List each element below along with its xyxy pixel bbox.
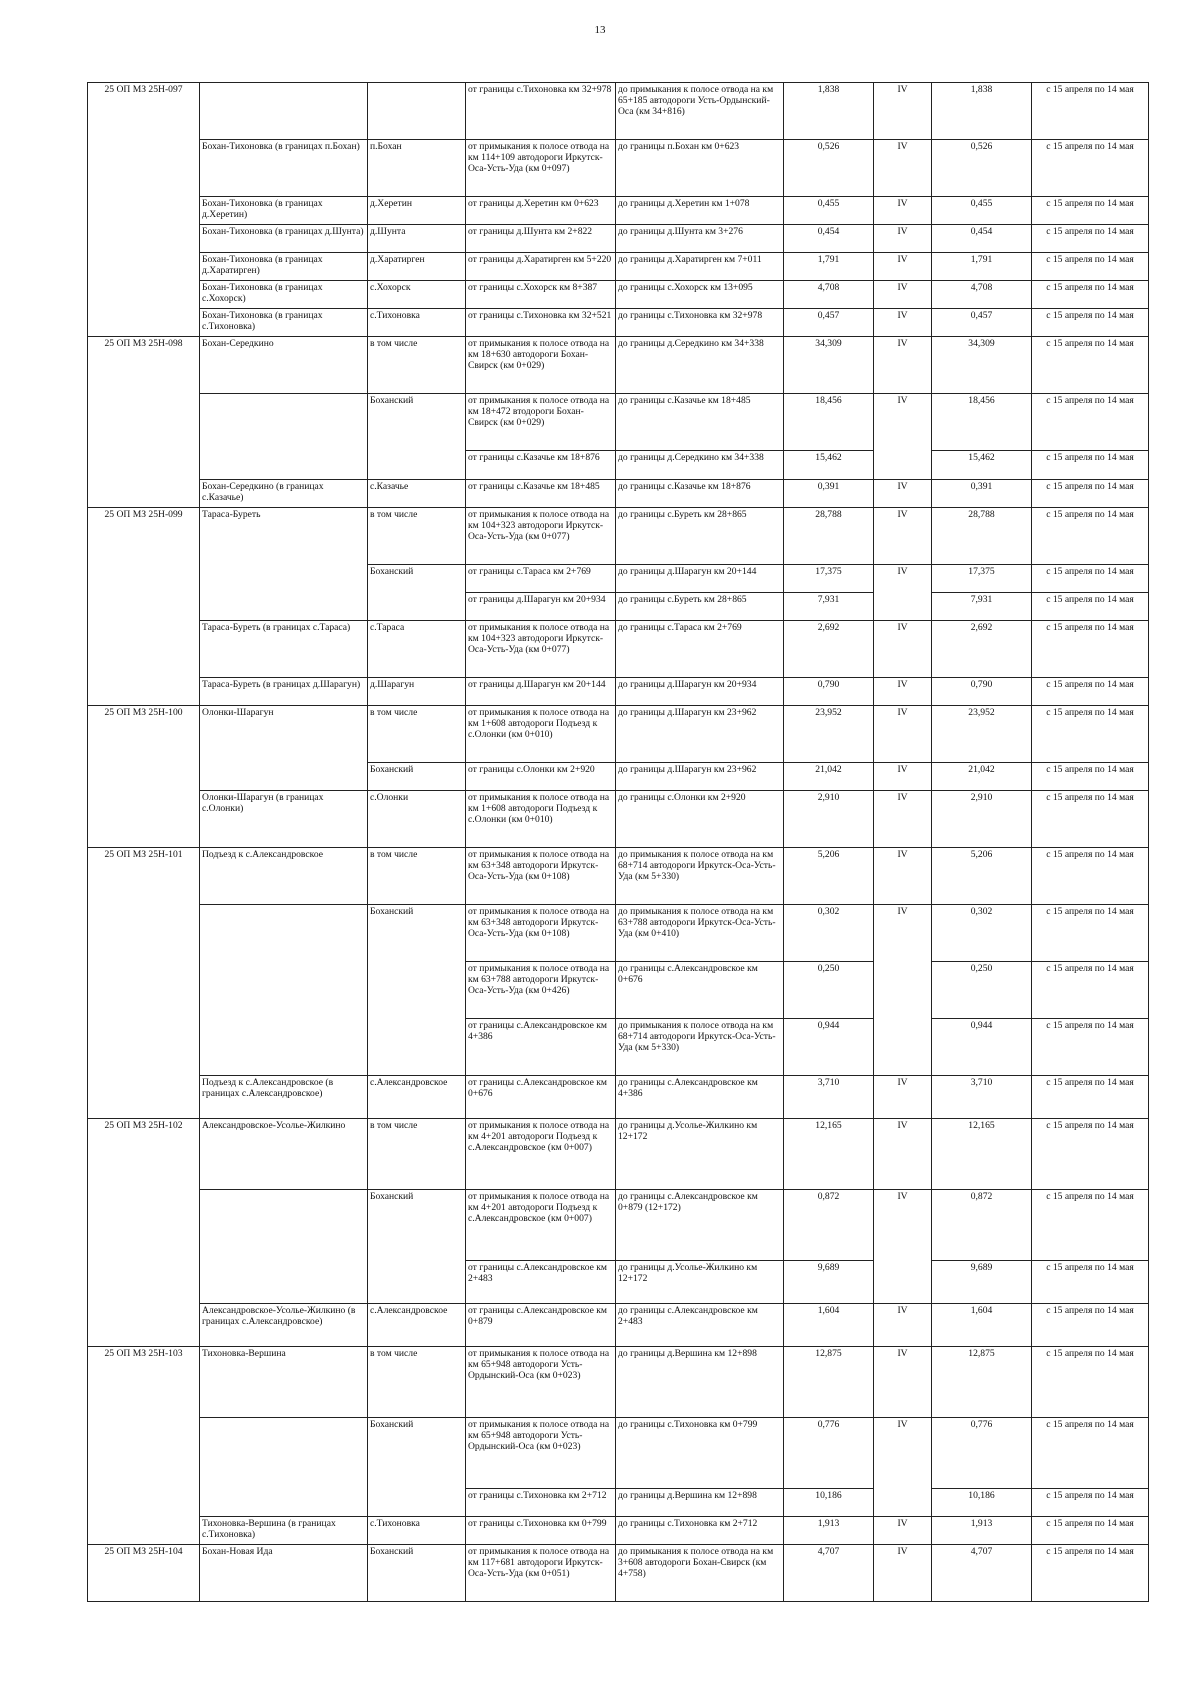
road-name: Бохан-Тихоновка (в границах с.Хохорск) (200, 281, 368, 309)
table-row (88, 1418, 1149, 1489)
district: с.Тихоновка (368, 1517, 466, 1545)
table-row (88, 905, 1149, 962)
length: 1,838 (784, 83, 874, 140)
table-row (88, 706, 1149, 763)
road-name: Бохан-Тихоновка (в границах д.Харатирген) (200, 253, 368, 281)
restriction-period: с 15 апреля по 14 мая (1032, 508, 1149, 565)
district: Боханский (368, 565, 466, 621)
restriction-period: с 15 апреля по 14 мая (1032, 1076, 1149, 1119)
restricted-length: 2,910 (932, 791, 1032, 848)
district: Боханский (368, 1190, 466, 1304)
from-point: от границы с.Александровское км 2+483 (466, 1261, 616, 1304)
road-name: Александровское-Усолье-Жилкино (в границах с.Александровское) (200, 1304, 368, 1347)
from-point: от границы с.Тараса км 2+769 (466, 565, 616, 593)
from-point: от примыкания к полосе отвода на км 1+608 автодороги Подъезд к с.Олонки (км 0+010) (466, 791, 616, 848)
to-point: до границы д.Шарагун км 23+962 (616, 706, 784, 763)
restriction-period: с 15 апреля по 14 мая (1032, 1489, 1149, 1517)
length: 17,375 (784, 565, 874, 593)
restriction-period: с 15 апреля по 14 мая (1032, 281, 1149, 309)
road-name: Бохан-Середкино (200, 337, 368, 394)
from-point: от границы с.Александровское км 0+879 (466, 1304, 616, 1347)
restricted-length: 34,309 (932, 337, 1032, 394)
restricted-length: 0,454 (932, 225, 1032, 253)
category: IV (874, 678, 932, 706)
restriction-period: с 15 апреля по 14 мая (1032, 962, 1149, 1019)
restriction-period: с 15 апреля по 14 мая (1032, 1347, 1149, 1418)
road-code: 25 ОП МЗ 25Н-103 (88, 1347, 200, 1545)
table-row (88, 1517, 1149, 1545)
category: IV (874, 1190, 932, 1304)
from-point: от примыкания к полосе отвода на км 117+681 автодороги Иркутск-Оса-Усть-Уда (км 0+051) (466, 1545, 616, 1602)
from-point: от границы с.Тихоновка км 0+799 (466, 1517, 616, 1545)
district: Боханский (368, 394, 466, 480)
from-point: от примыкания к полосе отвода на км 63+348 автодороги Иркутск-Оса-Усть-Уда (км 0+108) (466, 848, 616, 905)
to-point: до границы с.Буреть км 28+865 (616, 593, 784, 621)
to-point: до границы с.Казачье км 18+876 (616, 480, 784, 508)
to-point: до границы с.Тараса км 2+769 (616, 621, 784, 678)
to-point: до границы с.Казачье км 18+485 (616, 394, 784, 451)
category: IV (874, 83, 932, 140)
from-point: от границы с.Александровское км 0+676 (466, 1076, 616, 1119)
length: 34,309 (784, 337, 874, 394)
length: 28,788 (784, 508, 874, 565)
to-point: до границы п.Бохан км 0+623 (616, 140, 784, 197)
from-point: от примыкания к полосе отвода на км 1+608 автодороги Подъезд к с.Олонки (км 0+010) (466, 706, 616, 763)
restriction-period: с 15 апреля по 14 мая (1032, 480, 1149, 508)
district: в том числе (368, 706, 466, 763)
to-point: до границы д.Середкино км 34+338 (616, 337, 784, 394)
road-name: Бохан-Тихоновка (в границах д.Херетин) (200, 197, 368, 225)
length: 0,526 (784, 140, 874, 197)
from-point: от границы с.Тихоновка км 2+712 (466, 1489, 616, 1517)
district: с.Тараса (368, 621, 466, 678)
from-point: от границы с.Тихоновка км 32+521 (466, 309, 616, 337)
road-code: 25 ОП МЗ 25Н-099 (88, 508, 200, 706)
restricted-length: 12,165 (932, 1119, 1032, 1190)
district: Боханский (368, 1545, 466, 1602)
length: 4,707 (784, 1545, 874, 1602)
road-name: Тараса-Буреть (200, 508, 368, 621)
from-point: от границы д.Харатирген км 5+220 (466, 253, 616, 281)
district: с.Казачье (368, 480, 466, 508)
restricted-length: 18,456 (932, 394, 1032, 451)
restriction-period: с 15 апреля по 14 мая (1032, 1545, 1149, 1602)
district: с.Тихоновка (368, 309, 466, 337)
road-code: 25 ОП МЗ 25Н-104 (88, 1545, 200, 1602)
district: д.Шунта (368, 225, 466, 253)
restriction-period: с 15 апреля по 14 мая (1032, 1418, 1149, 1489)
to-point: до примыкания к полосе отвода на км 65+185 автодороги Усть-Ордынский-Оса (км 34+816) (616, 83, 784, 140)
restriction-period: с 15 апреля по 14 мая (1032, 140, 1149, 197)
district: с.Александровское (368, 1076, 466, 1119)
category: IV (874, 281, 932, 309)
length: 18,456 (784, 394, 874, 451)
district: с.Александровское (368, 1304, 466, 1347)
category: IV (874, 763, 932, 791)
table-row (88, 1190, 1149, 1261)
restriction-period: с 15 апреля по 14 мая (1032, 83, 1149, 140)
category: IV (874, 1418, 932, 1517)
restricted-length: 0,302 (932, 905, 1032, 962)
category: IV (874, 197, 932, 225)
from-point: от границы с.Казачье км 18+485 (466, 480, 616, 508)
length: 9,689 (784, 1261, 874, 1304)
restricted-length: 1,604 (932, 1304, 1032, 1347)
to-point: до границы д.Шарагун км 20+934 (616, 678, 784, 706)
road-name: Бохан-Новая Ида (200, 1545, 368, 1602)
district: Боханский (368, 905, 466, 1076)
to-point: до границы с.Александровское км 4+386 (616, 1076, 784, 1119)
length: 0,872 (784, 1190, 874, 1261)
to-point: до границы с.Тихоновка км 0+799 (616, 1418, 784, 1489)
restricted-length: 15,462 (932, 451, 1032, 480)
category: IV (874, 1347, 932, 1418)
restricted-length: 2,692 (932, 621, 1032, 678)
restriction-period: с 15 апреля по 14 мая (1032, 678, 1149, 706)
from-point: от границы д.Херетин км 0+623 (466, 197, 616, 225)
from-point: от границы с.Хохорск км 8+387 (466, 281, 616, 309)
table-row (88, 480, 1149, 508)
road-code: 25 ОП МЗ 25Н-098 (88, 337, 200, 508)
restriction-period: с 15 апреля по 14 мая (1032, 1517, 1149, 1545)
table-row (88, 678, 1149, 706)
length: 23,952 (784, 706, 874, 763)
road-name (200, 1418, 368, 1517)
table-row (88, 1119, 1149, 1190)
restricted-length: 21,042 (932, 763, 1032, 791)
road-name: Тараса-Буреть (в границах д.Шарагун) (200, 678, 368, 706)
length: 7,931 (784, 593, 874, 621)
to-point: до примыкания к полосе отвода на км 3+608 автодороги Бохан-Свирск (км 4+758) (616, 1545, 784, 1602)
to-point: до границы с.Александровское км 2+483 (616, 1304, 784, 1347)
table-row (88, 253, 1149, 281)
table-row (88, 791, 1149, 848)
table-row (88, 309, 1149, 337)
to-point: до границы с.Александровское км 0+676 (616, 962, 784, 1019)
restriction-period: с 15 апреля по 14 мая (1032, 1119, 1149, 1190)
restriction-period: с 15 апреля по 14 мая (1032, 905, 1149, 962)
length: 2,692 (784, 621, 874, 678)
district: д.Харатирген (368, 253, 466, 281)
table-row (88, 508, 1149, 565)
restricted-length: 1,838 (932, 83, 1032, 140)
to-point: до границы с.Олонки км 2+920 (616, 791, 784, 848)
roads-table (87, 82, 1149, 1602)
category: IV (874, 905, 932, 1076)
to-point: до примыкания к полосе отвода на км 68+714 автодороги Иркутск-Оса-Усть-Уда (км 5+330) (616, 848, 784, 905)
category: IV (874, 253, 932, 281)
district: п.Бохан (368, 140, 466, 197)
district: д.Шарагун (368, 678, 466, 706)
from-point: от границы с.Тихоновка км 32+978 (466, 83, 616, 140)
road-name: Тараса-Буреть (в границах с.Тараса) (200, 621, 368, 678)
restricted-length: 5,206 (932, 848, 1032, 905)
restriction-period: с 15 апреля по 14 мая (1032, 337, 1149, 394)
length: 0,455 (784, 197, 874, 225)
to-point: до границы д.Херетин км 1+078 (616, 197, 784, 225)
category: IV (874, 621, 932, 678)
district: д.Херетин (368, 197, 466, 225)
district: в том числе (368, 508, 466, 565)
road-name (200, 83, 368, 140)
length: 4,708 (784, 281, 874, 309)
category: IV (874, 1076, 932, 1119)
category: IV (874, 1545, 932, 1602)
restriction-period: с 15 апреля по 14 мая (1032, 1190, 1149, 1261)
restriction-period: с 15 апреля по 14 мая (1032, 565, 1149, 593)
restriction-period: с 15 апреля по 14 мая (1032, 621, 1149, 678)
table-row (88, 197, 1149, 225)
from-point: от примыкания к полосе отвода на км 65+948 автодороги Усть-Ордынский-Оса (км 0+023) (466, 1347, 616, 1418)
to-point: до границы с.Тихоновка км 2+712 (616, 1517, 784, 1545)
length: 1,791 (784, 253, 874, 281)
restriction-period: с 15 апреля по 14 мая (1032, 1019, 1149, 1076)
to-point: до границы с.Тихоновка км 32+978 (616, 309, 784, 337)
table-row (88, 621, 1149, 678)
district (368, 83, 466, 140)
restriction-period: с 15 апреля по 14 мая (1032, 706, 1149, 763)
restriction-period: с 15 апреля по 14 мая (1032, 593, 1149, 621)
restricted-length: 9,689 (932, 1261, 1032, 1304)
restriction-period: с 15 апреля по 14 мая (1032, 763, 1149, 791)
category: IV (874, 508, 932, 565)
length: 0,302 (784, 905, 874, 962)
category: IV (874, 480, 932, 508)
road-name (200, 1190, 368, 1304)
to-point: до примыкания к полосе отвода на км 63+788 автодороги Иркутск-Оса-Усть-Уда (км 0+410) (616, 905, 784, 962)
restriction-period: с 15 апреля по 14 мая (1032, 791, 1149, 848)
table-row (88, 225, 1149, 253)
to-point: до границы с.Буреть км 28+865 (616, 508, 784, 565)
category: IV (874, 337, 932, 394)
category: IV (874, 140, 932, 197)
district: в том числе (368, 1119, 466, 1190)
from-point: от примыкания к полосе отвода на км 18+630 автодороги Бохан-Свирск (км 0+029) (466, 337, 616, 394)
restriction-period: с 15 апреля по 14 мая (1032, 253, 1149, 281)
from-point: от примыкания к полосе отвода на км 63+788 автодороги Иркутск-Оса-Усть-Уда (км 0+426) (466, 962, 616, 1019)
table-row (88, 394, 1149, 451)
from-point: от примыкания к полосе отвода на км 18+472 втодороги Бохан-Свирск (км 0+029) (466, 394, 616, 451)
to-point: до границы д.Шарагун км 23+962 (616, 763, 784, 791)
category: IV (874, 706, 932, 763)
restricted-length: 28,788 (932, 508, 1032, 565)
category: IV (874, 1119, 932, 1190)
to-point: до границы с.Хохорск км 13+095 (616, 281, 784, 309)
road-code: 25 ОП МЗ 25Н-102 (88, 1119, 200, 1347)
district: Боханский (368, 1418, 466, 1517)
length: 0,391 (784, 480, 874, 508)
length: 0,454 (784, 225, 874, 253)
restricted-length: 23,952 (932, 706, 1032, 763)
road-name (200, 394, 368, 480)
district: с.Хохорск (368, 281, 466, 309)
restricted-length: 0,250 (932, 962, 1032, 1019)
from-point: от примыкания к полосе отвода на км 104+323 автодороги Иркутск-Оса-Усть-Уда (км 0+077) (466, 508, 616, 565)
category: IV (874, 565, 932, 621)
page-number: 13 (594, 24, 606, 36)
road-name: Олонки-Шарагун (в границах с.Олонки) (200, 791, 368, 848)
category: IV (874, 1304, 932, 1347)
length: 0,790 (784, 678, 874, 706)
length: 2,910 (784, 791, 874, 848)
to-point: до границы д.Усолье-Жилкино км 12+172 (616, 1261, 784, 1304)
from-point: от примыкания к полосе отвода на км 4+201 автодороги Подъезд к с.Александровское (км 0+007) (466, 1119, 616, 1190)
length: 3,710 (784, 1076, 874, 1119)
from-point: от примыкания к полосе отвода на км 65+948 автодороги Усть-Ордынский-Оса (км 0+023) (466, 1418, 616, 1489)
district: с.Олонки (368, 791, 466, 848)
length: 12,165 (784, 1119, 874, 1190)
length: 0,944 (784, 1019, 874, 1076)
from-point: от границы с.Александровское км 4+386 (466, 1019, 616, 1076)
from-point: от границы с.Казачье км 18+876 (466, 451, 616, 480)
district: Боханский (368, 763, 466, 791)
restricted-length: 0,872 (932, 1190, 1032, 1261)
length: 1,913 (784, 1517, 874, 1545)
restriction-period: с 15 апреля по 14 мая (1032, 394, 1149, 451)
length: 5,206 (784, 848, 874, 905)
restricted-length: 0,944 (932, 1019, 1032, 1076)
length: 0,250 (784, 962, 874, 1019)
restriction-period: с 15 апреля по 14 мая (1032, 451, 1149, 480)
table-row (88, 1545, 1149, 1602)
table-row (88, 281, 1149, 309)
category: IV (874, 225, 932, 253)
to-point: до границы д.Шунта км 3+276 (616, 225, 784, 253)
to-point: до границы д.Середкино км 34+338 (616, 451, 784, 480)
road-name: Олонки-Шарагун (200, 706, 368, 791)
to-point: до границы д.Шарагун км 20+144 (616, 565, 784, 593)
restriction-period: с 15 апреля по 14 мая (1032, 225, 1149, 253)
from-point: от границы д.Шунта км 2+822 (466, 225, 616, 253)
category: IV (874, 309, 932, 337)
table-row (88, 1347, 1149, 1418)
category: IV (874, 848, 932, 905)
from-point: от примыкания к полосе отвода на км 63+348 автодороги Иркутск-Оса-Усть-Уда (км 0+108) (466, 905, 616, 962)
length: 12,875 (784, 1347, 874, 1418)
road-name: Бохан-Тихоновка (в границах д.Шунта) (200, 225, 368, 253)
restricted-length: 17,375 (932, 565, 1032, 593)
restricted-length: 0,455 (932, 197, 1032, 225)
from-point: от границы д.Шарагун км 20+934 (466, 593, 616, 621)
length: 15,462 (784, 451, 874, 480)
road-name: Бохан-Тихоновка (в границах с.Тихоновка) (200, 309, 368, 337)
road-name: Подъезд к с.Александровское (в границах с.Александровское) (200, 1076, 368, 1119)
road-name: Подъезд к с.Александровское (200, 848, 368, 905)
to-point: до границы с.Александровское км 0+879 (12+172) (616, 1190, 784, 1261)
table-row (88, 83, 1149, 140)
restricted-length: 10,186 (932, 1489, 1032, 1517)
road-code: 25 ОП МЗ 25Н-101 (88, 848, 200, 1119)
table-row (88, 1304, 1149, 1347)
table-row (88, 848, 1149, 905)
road-name: Александровское-Усолье-Жилкино (200, 1119, 368, 1190)
district: в том числе (368, 337, 466, 394)
restricted-length: 0,391 (932, 480, 1032, 508)
district: в том числе (368, 1347, 466, 1418)
restriction-period: с 15 апреля по 14 мая (1032, 309, 1149, 337)
restricted-length: 4,707 (932, 1545, 1032, 1602)
road-name: Бохан-Середкино (в границах с.Казачье) (200, 480, 368, 508)
to-point: до примыкания к полосе отвода на км 68+714 автодороги Иркутск-Оса-Усть-Уда (км 5+330) (616, 1019, 784, 1076)
restricted-length: 0,526 (932, 140, 1032, 197)
from-point: от примыкания к полосе отвода на км 4+201 автодороги Подъезд к с.Александровское (км 0+007) (466, 1190, 616, 1261)
restricted-length: 7,931 (932, 593, 1032, 621)
road-name: Бохан-Тихоновка (в границах п.Бохан) (200, 140, 368, 197)
length: 0,776 (784, 1418, 874, 1489)
restriction-period: с 15 апреля по 14 мая (1032, 197, 1149, 225)
road-name: Тихоновка-Вершина (в границах с.Тихоновка) (200, 1517, 368, 1545)
restricted-length: 0,457 (932, 309, 1032, 337)
restricted-length: 12,875 (932, 1347, 1032, 1418)
from-point: от примыкания к полосе отвода на км 114+109 автодороги Иркутск-Оса-Усть-Уда (км 0+097) (466, 140, 616, 197)
to-point: до границы д.Вершина км 12+898 (616, 1347, 784, 1418)
from-point: от примыкания к полосе отвода на км 104+323 автодороги Иркутск-Оса-Усть-Уда (км 0+077) (466, 621, 616, 678)
category: IV (874, 394, 932, 480)
table-row (88, 337, 1149, 394)
restriction-period: с 15 апреля по 14 мая (1032, 1304, 1149, 1347)
length: 21,042 (784, 763, 874, 791)
restriction-period: с 15 апреля по 14 мая (1032, 848, 1149, 905)
restricted-length: 0,790 (932, 678, 1032, 706)
restriction-period: с 15 апреля по 14 мая (1032, 1261, 1149, 1304)
to-point: до границы д.Харатирген км 7+011 (616, 253, 784, 281)
from-point: от границы с.Олонки км 2+920 (466, 763, 616, 791)
restricted-length: 0,776 (932, 1418, 1032, 1489)
length: 10,186 (784, 1489, 874, 1517)
from-point: от границы д.Шарагун км 20+144 (466, 678, 616, 706)
road-name (200, 905, 368, 1076)
restricted-length: 1,791 (932, 253, 1032, 281)
restricted-length: 3,710 (932, 1076, 1032, 1119)
road-code: 25 ОП МЗ 25Н-097 (88, 83, 200, 337)
road-name: Тихоновка-Вершина (200, 1347, 368, 1418)
category: IV (874, 791, 932, 848)
restricted-length: 1,913 (932, 1517, 1032, 1545)
category: IV (874, 1517, 932, 1545)
to-point: до границы д.Вершина км 12+898 (616, 1489, 784, 1517)
length: 1,604 (784, 1304, 874, 1347)
table-row (88, 1076, 1149, 1119)
to-point: до границы д.Усолье-Жилкино км 12+172 (616, 1119, 784, 1190)
table-row (88, 140, 1149, 197)
district: в том числе (368, 848, 466, 905)
length: 0,457 (784, 309, 874, 337)
road-code: 25 ОП МЗ 25Н-100 (88, 706, 200, 848)
restricted-length: 4,708 (932, 281, 1032, 309)
